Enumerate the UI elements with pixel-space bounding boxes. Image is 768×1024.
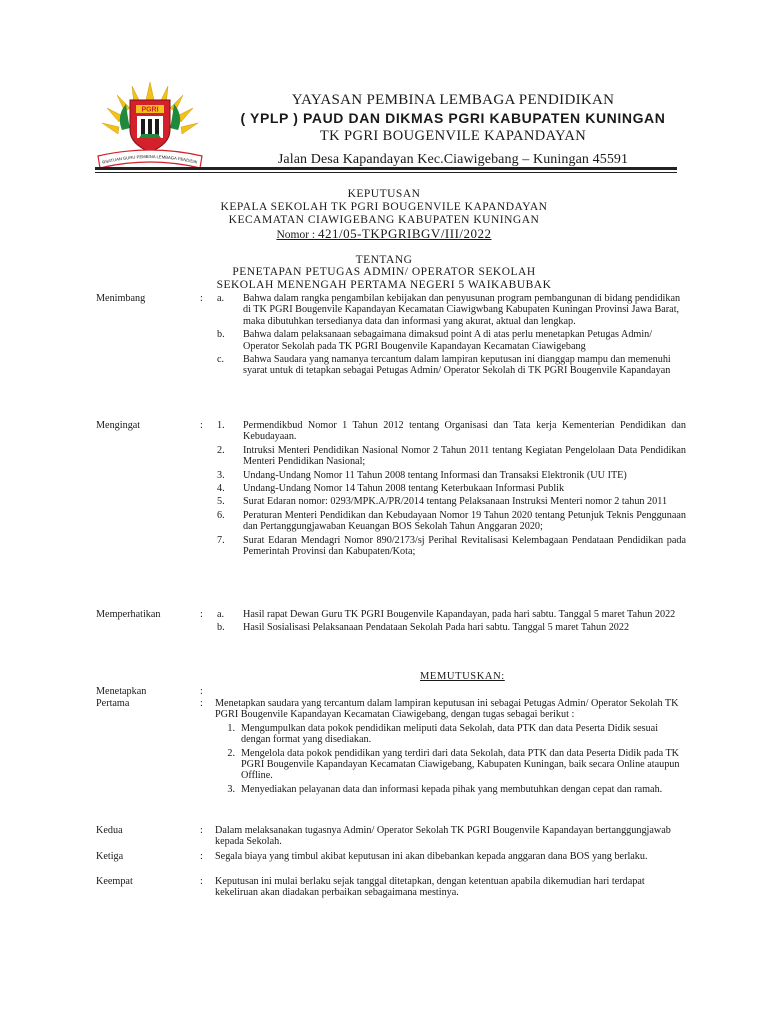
section-label: Ketiga	[96, 851, 124, 862]
section-label: Memperhatikan	[96, 609, 161, 620]
list-marker: 5.	[217, 496, 225, 508]
list-marker: 3.	[217, 469, 225, 481]
list-item	[219, 748, 686, 782]
list-item	[215, 483, 686, 494]
list-item	[215, 329, 686, 352]
section-colon: :	[200, 420, 203, 431]
list-item	[215, 293, 686, 327]
list-text: Bahwa Saudara yang namanya tercantum dalam lampiran keputusan ini dianggap mampu dan memenuhi syarat untuk di tetapkan sebagai Petugas Admin/ Operator Sekolah di TK PGRI Bougenvile Kapandayan	[243, 354, 671, 377]
section-text: Segala biaya yang timbul akibat keputusan ini akan dibebankan kepada anggaran dana BOS yang berlaku.	[215, 851, 648, 862]
decree-title-line-1: KEPALA SEKOLAH TK PGRI BOUGENVILE KAPANDAYAN	[220, 201, 548, 213]
section-colon: :	[200, 851, 203, 862]
list-text: Bahwa dalam pelaksanaan sebagaimana dimaksud point A di atas perlu menetapkan Petugas Admin/ Operator Sekolah pada TK PGRI Bougenvile Kapandayan Kecamatan Ciawigebang	[243, 329, 653, 352]
section-text: Dalam melaksanakan tugasnya Admin/ Operator Sekolah TK PGRI Bougenvile Kapandayan bertanggungjawab kepada Sekolah.	[215, 825, 671, 848]
section-colon: :	[200, 876, 203, 887]
list-marker: 2.	[227, 747, 235, 759]
list-item	[215, 535, 686, 558]
list-text: Mengumpulkan data pokok pendidikan meliputi data Sekolah, data PTK dan data Peserta Didik sesuai dengan format yang disediakan.	[241, 722, 659, 746]
list-item	[215, 354, 686, 377]
list-text: Intruksi Menteri Pendidikan Nasional Nomor 2 Tahun 2011 tentang Kegiatan Pengelolaan Data Pendidikan Menteri Pendidikan Nasional;	[243, 444, 686, 468]
list-marker: 4.	[217, 483, 225, 495]
decision-heading: MEMUTUSKAN:	[420, 671, 505, 682]
list-marker: 3.	[227, 783, 235, 795]
subject-line-2: SEKOLAH MENENGAH PERTAMA NEGERI 5 WAIKABUBAK	[216, 279, 552, 291]
decree-title-line-2: KECAMATAN CIAWIGEBANG KABUPATEN KUNINGAN	[228, 214, 540, 226]
section-text: Menetapkan saudara yang tercantum dalam lampiran keputusan ini sebagai Petugas Admin/ Operator Sekolah TK PGRI Bougenvile Kapandayan Kecamatan Ciawigebang, dengan tugas sebagai berikut :	[215, 698, 679, 721]
section-text: Keputusan ini mulai berlaku sejak tanggal ditetapkan, dengan ketentuan apabila dikemudian hari terdapat kekeliruan akan diadakan perbaikan sebagaimana mestinya.	[215, 876, 645, 899]
list-marker: a.	[217, 293, 225, 304]
list-item	[215, 470, 686, 481]
section-colon: :	[200, 825, 203, 836]
list-text: Undang-Undang Nomor 14 Tahun 2008 tentang Keterbukaan Informasi Publik	[243, 483, 565, 495]
list-marker: a.	[217, 609, 225, 620]
list-marker: 6.	[217, 509, 225, 521]
decree-number-value: 421/05-TKPGRIBGV/III/2022	[317, 226, 492, 241]
list-item	[215, 445, 686, 468]
list-marker: 1.	[227, 722, 235, 734]
section-label: Pertama	[96, 698, 130, 709]
organization-name: ( YPLP ) PAUD DAN DIKMAS PGRI KABUPATEN KUNINGAN	[240, 110, 666, 126]
list-marker: b.	[217, 622, 225, 634]
list-item	[219, 723, 686, 746]
foundation-name: YAYASAN PEMBINA LEMBAGA PENDIDIKAN	[291, 92, 615, 108]
decree-heading: KEPUTUSAN	[347, 188, 421, 200]
section-kedua	[96, 825, 686, 848]
section-keempat	[96, 876, 686, 899]
list-marker: b.	[217, 329, 225, 341]
list-text: Bahwa dalam rangka pengambilan kebijakan dan penyusunan program pembangunan di bidang pendidikan di TK PGRI Bougenvile Kapandayan Kecamatan Ciawigwbang Kabupaten Kuningan Provinsi Jawa Barat, maka dibutuhkan tersedianya data dan informasi yang akurat, aktual dan lengkap.	[243, 293, 681, 327]
section-menimbang	[96, 293, 686, 379]
school-name: TK PGRI BOUGENVILE KAPANDAYAN	[319, 128, 587, 144]
section-label: Kedua	[96, 825, 123, 836]
list-item	[215, 420, 686, 443]
list-text: Menyediakan pelayanan data dan informasi kepada pihak yang membutuhkan dengan cepat dan ramah.	[241, 783, 663, 795]
section-label: Menetapkan	[96, 686, 147, 697]
subject-line-1: PENETAPAN PETUGAS ADMIN/ OPERATOR SEKOLAH	[232, 266, 536, 278]
list-marker: 2.	[217, 444, 225, 456]
list-item	[215, 510, 686, 533]
letterhead	[210, 91, 696, 172]
decree-number	[100, 227, 668, 242]
list-text: Peraturan Menteri Pendidikan dan Kebudayaan Nomor 19 Tahun 2020 tentang Petunjuk Teknis Penggunaan dan Pertanggungjawaban Keuangan BOS Sekolah Tahun Anggaran 2020;	[243, 509, 686, 533]
section-ketiga	[96, 851, 686, 862]
list-text: Mengelola data pokok pendidikan yang terdiri dari data Sekolah, data PTK dan data Peserta Didik pada TK PGRI Bougenvile Kapandayan Kecamatan Ciawigebang, Kabupaten Kuningan, baik secara Online ataupun Offline.	[241, 747, 680, 782]
list-marker: c.	[217, 354, 225, 366]
section-colon: :	[200, 686, 203, 697]
section-colon: :	[200, 609, 203, 620]
section-label: Mengingat	[96, 420, 141, 431]
letterhead-rule-thin	[95, 172, 677, 173]
list-item	[219, 784, 686, 795]
list-text: Hasil Sosialisasi Pelaksanaan Pendataan Sekolah Pada hari sabtu. Tanggal 5 maret Tahun 2022	[243, 622, 630, 634]
section-mengingat	[96, 420, 686, 559]
section-menetapkan	[96, 686, 686, 697]
list-text: Surat Edaran Mendagri Nomor 890/2173/sj Perihal Revitalisasi Kelembagaan Pendataan Pendidikan pada Pemerintah Provinsi dan Kabupaten/Kota;	[243, 534, 686, 558]
list-item	[215, 609, 686, 620]
section-label: Keempat	[96, 876, 133, 887]
list-text: Hasil rapat Dewan Guru TK PGRI Bougenvile Kapandayan, pada hari sabtu. Tanggal 5 maret Tahun 2022	[243, 609, 676, 620]
list-text: Undang-Undang Nomor 11 Tahun 2008 tentang Informasi dan Transaksi Elektronik (UU ITE)	[243, 469, 627, 481]
letterhead-rule-thick	[95, 167, 677, 170]
section-pertama	[96, 698, 686, 797]
about-heading: TENTANG	[355, 254, 413, 266]
logo-ribbon-text: RSATUAN GURU PEMBINA LEMBAGA PENDIDIK	[101, 153, 199, 165]
section-memperhatikan	[96, 609, 686, 636]
list-marker: 7.	[217, 534, 225, 546]
logo-badge-text: PGRI	[141, 106, 159, 114]
list-text: Surat Edaran nomor: 0293/MPK.A/PR/2014 tentang Pelaksanaan Instruksi Menteri nomor 2 tahun 2011	[243, 496, 668, 508]
list-text: Permendikbud Nomor 1 Tahun 2012 tentang Organisasi dan Tata kerja Kementerian Pendidikan dan Kebudayaan.	[243, 420, 686, 443]
decree-number-label: Nomor :	[276, 229, 318, 241]
pgri-logo	[92, 78, 208, 174]
school-address: Jalan Desa Kapandayan Kec.Ciawigebang – Kuningan 45591	[277, 152, 629, 167]
section-label: Menimbang	[96, 293, 146, 304]
section-colon: :	[200, 293, 203, 304]
list-marker: 1.	[217, 420, 225, 431]
list-item	[215, 496, 686, 507]
section-colon: :	[200, 698, 203, 709]
list-item	[215, 622, 686, 633]
